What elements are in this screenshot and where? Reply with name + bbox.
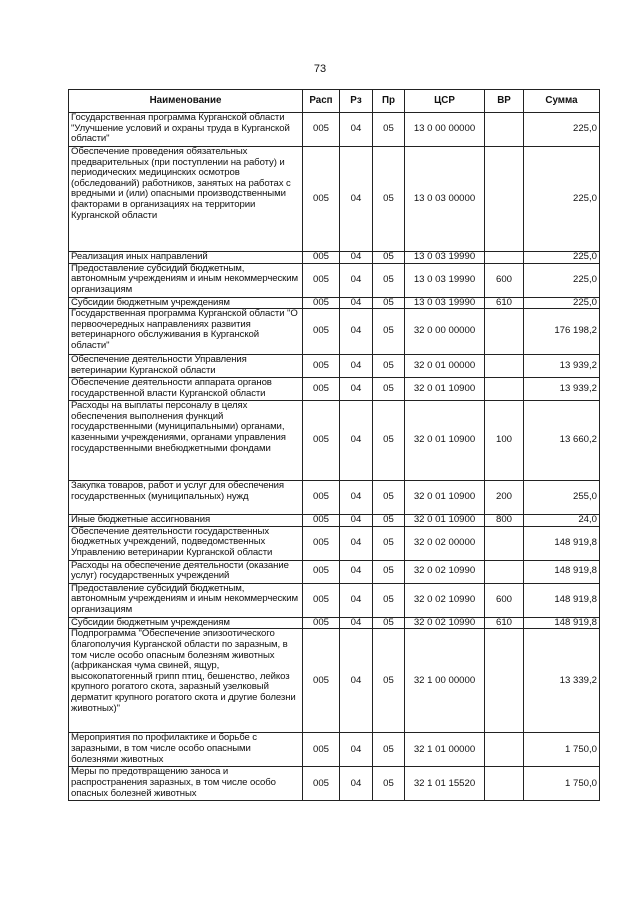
row-rasp-cell: 005 [303,378,340,401]
table-row [69,629,600,733]
row-pr-cell: 05 [373,147,405,252]
table-row [69,309,600,355]
row-sum-cell: 1 750,0 [524,733,600,767]
table-row [69,263,600,297]
row-pr-cell: 05 [373,560,405,583]
row-pr-cell: 05 [373,263,405,297]
row-pr-cell: 05 [373,767,405,801]
row-sum-cell: 176 198,2 [524,309,600,355]
row-vr-cell [485,767,524,801]
row-sum-cell: 24,0 [524,515,600,527]
row-rasp-cell: 005 [303,617,340,629]
row-sum-cell: 148 919,8 [524,583,600,617]
row-sum-cell: 148 919,8 [524,560,600,583]
column-header-rasp: Расп [303,90,340,113]
row-vr-cell: 600 [485,583,524,617]
row-sum-cell: 225,0 [524,252,600,264]
row-csr-cell: 13 0 00 00000 [405,113,485,147]
column-header-pr: Пр [373,90,405,113]
row-rz-cell: 04 [340,297,373,309]
table-header-row [69,90,600,113]
row-name-cell: Закупка товаров, работ и услуг для обеспечения государственных (муниципальных) нужд [69,481,303,515]
row-csr-cell: 32 0 02 10990 [405,583,485,617]
row-rz-cell: 04 [340,733,373,767]
row-vr-cell [485,526,524,560]
row-csr-cell: 32 1 00 00000 [405,629,485,733]
row-vr-cell [485,309,524,355]
row-csr-cell: 32 0 02 10990 [405,617,485,629]
row-sum-cell: 225,0 [524,297,600,309]
row-sum-cell: 148 919,8 [524,617,600,629]
table-row [69,297,600,309]
row-rz-cell: 04 [340,147,373,252]
table-row [69,515,600,527]
row-vr-cell: 800 [485,515,524,527]
row-pr-cell: 05 [373,401,405,481]
row-pr-cell: 05 [373,113,405,147]
row-csr-cell: 32 0 02 10990 [405,560,485,583]
row-pr-cell: 05 [373,629,405,733]
row-name-cell: Субсидии бюджетным учреждениям [69,297,303,309]
row-rasp-cell: 005 [303,355,340,378]
table-row [69,252,600,264]
row-sum-cell: 255,0 [524,481,600,515]
row-rz-cell: 04 [340,355,373,378]
table-row [69,481,600,515]
row-rz-cell: 04 [340,583,373,617]
table-body [69,113,600,801]
table-row [69,355,600,378]
column-header-name: Наименование [69,90,303,113]
row-csr-cell: 32 0 02 00000 [405,526,485,560]
row-csr-cell: 32 0 00 00000 [405,309,485,355]
row-vr-cell [485,355,524,378]
budget-table [68,89,600,801]
row-rz-cell: 04 [340,263,373,297]
row-rasp-cell: 005 [303,560,340,583]
row-rasp-cell: 005 [303,113,340,147]
row-csr-cell: 32 0 01 00000 [405,355,485,378]
row-rz-cell: 04 [340,515,373,527]
row-csr-cell: 32 0 01 10900 [405,401,485,481]
row-name-cell: Меры по предотвращению заноса и распространения заразных, в том числе особо опасных болезней животных [69,767,303,801]
row-sum-cell: 13 339,2 [524,629,600,733]
row-rasp-cell: 005 [303,147,340,252]
row-name-cell: Реализация иных направлений [69,252,303,264]
row-sum-cell: 225,0 [524,147,600,252]
row-csr-cell: 32 0 01 10900 [405,378,485,401]
row-rasp-cell: 005 [303,515,340,527]
row-sum-cell: 148 919,8 [524,526,600,560]
row-csr-cell: 32 0 01 10900 [405,481,485,515]
row-name-cell: Расходы на выплаты персоналу в целях обеспечения выполнения функций государственными (муниципальными) органами, казенными учреждениями, органами управления государственными внебюджетными фондами [69,401,303,481]
row-csr-cell: 13 0 03 19990 [405,263,485,297]
table-row [69,767,600,801]
row-rz-cell: 04 [340,560,373,583]
row-rz-cell: 04 [340,309,373,355]
row-name-cell: Обеспечение деятельности Управления ветеринарии Курганской области [69,355,303,378]
row-rasp-cell: 005 [303,526,340,560]
row-rz-cell: 04 [340,113,373,147]
table-row [69,583,600,617]
table-row [69,147,600,252]
row-rz-cell: 04 [340,252,373,264]
row-name-cell: Государственная программа Курганской области "Улучшение условий и охраны труда в Курганской области" [69,113,303,147]
table-row [69,733,600,767]
row-name-cell: Предоставление субсидий бюджетным, автономным учреждениям и иным некоммерческим организациям [69,583,303,617]
row-name-cell: Обеспечение деятельности государственных бюджетных учреждений, подведомственных Управлению ветеринарии Курганской области [69,526,303,560]
row-rasp-cell: 005 [303,252,340,264]
table-row [69,113,600,147]
row-name-cell: Предоставление субсидий бюджетным, автономным учреждениям и иным некоммерческим организациям [69,263,303,297]
column-header-csr: ЦСР [405,90,485,113]
row-rz-cell: 04 [340,378,373,401]
row-rasp-cell: 005 [303,629,340,733]
column-header-vr: ВР [485,90,524,113]
row-pr-cell: 05 [373,733,405,767]
row-pr-cell: 05 [373,297,405,309]
table-row [69,560,600,583]
row-rz-cell: 04 [340,481,373,515]
row-sum-cell: 13 939,2 [524,378,600,401]
row-csr-cell: 32 1 01 00000 [405,733,485,767]
row-rasp-cell: 005 [303,401,340,481]
row-csr-cell: 32 0 01 10900 [405,515,485,527]
row-rasp-cell: 005 [303,767,340,801]
row-rz-cell: 04 [340,767,373,801]
row-name-cell: Иные бюджетные ассигнования [69,515,303,527]
row-rasp-cell: 005 [303,309,340,355]
row-pr-cell: 05 [373,309,405,355]
row-rasp-cell: 005 [303,481,340,515]
row-sum-cell: 13 939,2 [524,355,600,378]
row-pr-cell: 05 [373,617,405,629]
table-row [69,526,600,560]
row-pr-cell: 05 [373,515,405,527]
row-pr-cell: 05 [373,481,405,515]
row-name-cell: Обеспечение проведения обязательных предварительных (при поступлении на работу) и периодических медицинских осмотров (обследований) работников, занятых на работах с вредными и (или) опасными производственными факторами в организациях на территории Курганской области [69,147,303,252]
row-vr-cell: 600 [485,263,524,297]
column-header-rz: Рз [340,90,373,113]
row-csr-cell: 13 0 03 00000 [405,147,485,252]
row-sum-cell: 13 660,2 [524,401,600,481]
row-name-cell: Государственная программа Курганской области "О первоочередных направлениях развития ветеринарного обслуживания в Курганской области" [69,309,303,355]
row-vr-cell [485,629,524,733]
row-name-cell: Субсидии бюджетным учреждениям [69,617,303,629]
row-pr-cell: 05 [373,526,405,560]
row-sum-cell: 225,0 [524,113,600,147]
row-sum-cell: 1 750,0 [524,767,600,801]
row-rz-cell: 04 [340,617,373,629]
row-pr-cell: 05 [373,378,405,401]
table-row [69,378,600,401]
row-vr-cell [485,733,524,767]
row-pr-cell: 05 [373,583,405,617]
table-row [69,401,600,481]
row-vr-cell [485,378,524,401]
row-name-cell: Мероприятия по профилактике и борьбе с заразными, в том числе особо опасными болезнями животных [69,733,303,767]
row-vr-cell: 200 [485,481,524,515]
row-vr-cell: 100 [485,401,524,481]
row-rasp-cell: 005 [303,263,340,297]
row-vr-cell: 610 [485,297,524,309]
row-name-cell: Подпрограмма "Обеспечение эпизоотического благополучия Курганской области по заразным, в том числе особо опасным болезням животных (африканская чума свиней, ящур, высокопатогенный грипп птиц, бешенство, лейкоз крупного рогатого скота, заразный узелковый дерматит крупного рогатого скота и другие болезни животных)" [69,629,303,733]
row-csr-cell: 32 1 01 15520 [405,767,485,801]
row-name-cell: Обеспечение деятельности аппарата органов государственной власти Курганской области [69,378,303,401]
row-rasp-cell: 005 [303,733,340,767]
row-csr-cell: 13 0 03 19990 [405,297,485,309]
row-vr-cell [485,113,524,147]
row-csr-cell: 13 0 03 19990 [405,252,485,264]
table-row [69,617,600,629]
column-header-sum: Сумма [524,90,600,113]
row-rz-cell: 04 [340,629,373,733]
row-pr-cell: 05 [373,355,405,378]
row-vr-cell [485,147,524,252]
row-vr-cell [485,560,524,583]
row-vr-cell: 610 [485,617,524,629]
row-rasp-cell: 005 [303,297,340,309]
row-sum-cell: 225,0 [524,263,600,297]
row-rz-cell: 04 [340,401,373,481]
row-rasp-cell: 005 [303,583,340,617]
row-name-cell: Расходы на обеспечение деятельности (оказание услуг) государственных учреждений [69,560,303,583]
row-vr-cell [485,252,524,264]
page-number: 73 [313,63,327,75]
row-rz-cell: 04 [340,526,373,560]
row-pr-cell: 05 [373,252,405,264]
